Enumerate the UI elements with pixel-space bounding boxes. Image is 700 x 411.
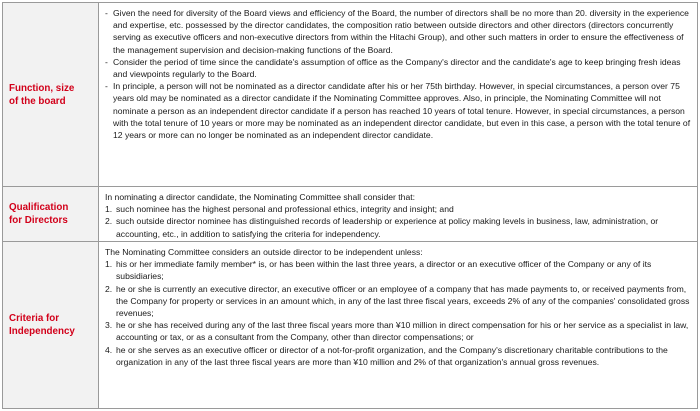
bullet-item — [105, 7, 691, 56]
row-intro-text: In nominating a director candidate, the Nominating Committee shall consider that: — [105, 192, 416, 202]
bullet-text: Consider the period of time since the candidate's assumption of office as the Company's director and the candidate's age to keep bringing fresh ideas and viewpoints regularly to the Board. — [113, 56, 681, 80]
list-item-text: his or her immediate family member* is, or has been within the last three years, a director or an executive officer of the Company or any of its subsidiaries; — [116, 259, 652, 282]
row-content-independency — [99, 242, 697, 408]
list-item-number: 2. — [105, 216, 113, 227]
list-item — [105, 319, 691, 343]
list-item-number: 1. — [105, 259, 113, 270]
row-label-cell — [3, 187, 99, 241]
list-item-number: 2. — [105, 283, 113, 294]
board-criteria-table — [2, 2, 698, 409]
bullet-mark: - — [105, 56, 108, 67]
list-item-text: such outside director nominee has distinguished records of leadership or experience at policy making levels in business, law, administration, or accounting, etc., in addition to satisfying the criteria for independency. — [116, 216, 659, 239]
list-item-number: 1. — [105, 204, 113, 215]
bullet-mark: - — [105, 81, 108, 92]
list-item — [105, 283, 691, 320]
table-row-qualification — [3, 187, 697, 242]
list-item-number: 3. — [105, 320, 113, 331]
row-label-qualification: Qualification for Directors — [9, 202, 69, 226]
list-item-number: 4. — [105, 344, 113, 355]
list-item — [105, 203, 691, 215]
table-row-independency — [3, 242, 697, 408]
row-label-cell — [3, 242, 99, 408]
row-label-function-size: Function, size of the board — [9, 82, 75, 107]
bullet-item — [105, 56, 691, 80]
row-content-function-size — [99, 3, 697, 186]
list-item-text: he or she has received during any of the last three fiscal years more than ¥10 million in direct compensation for his or her service as a specialist in law, accounting or tax, or as a consultant from the Company, other than director compensations; or — [116, 320, 689, 343]
bullet-mark: - — [105, 8, 108, 18]
list-item — [105, 258, 691, 282]
row-content-qualification — [99, 187, 697, 241]
bullet-text: In principle, a person will not be nominated as a director candidate after his or her 75th birthday. However, in special circumstances, a person over 75 years old may be nominated as a director candidate if the Nominating Committee approves. Also, in principle, the Nominating Committee will not nominate a person as an independent director candidate if a person has reached 10 years of total tenure. However, in special circumstances, a person with the total tenure of 10 years or more may be nominated as an independent director candidate, but even in this case, a person with the total tenure of 12 years or more can no longer be nominated as an independent director candidate. — [113, 81, 691, 141]
list-item — [105, 344, 691, 368]
row-label-independency: Criteria for Independency — [9, 313, 75, 337]
table-row-function-size — [3, 3, 697, 187]
row-intro-text: The Nominating Committee considers an outside director to be independent unless: — [105, 247, 423, 257]
list-item — [105, 215, 691, 239]
list-item-text: such nominee has the highest personal and professional ethics, integrity and insight; and — [116, 204, 454, 215]
list-item-text: he or she serves as an executive officer or director of a not-for-profit organization, and the Company's discretionary charitable contributions to the organization in any of the last three fiscal years are more than ¥10 million and 2% of that organization's annual gross revenues. — [116, 344, 668, 367]
list-item-text: he or she is currently an executive director, an executive officer or an employee of a company that has made payments to, or received payments from, the Company for property or services in an amount which, in any of the last three fiscal years, exceeds 2% of any of the companies' consolidated gross revenues; — [116, 283, 690, 319]
bullet-text: Given the need for diversity of the Board views and efficiency of the Board, the number of directors shall be no more than 20. diversity in the experience and expertise, etc. possessed by the director candidates, the composition ratio between outside directors and other directors (directors concurrently serving as executive officers and non-executive directors from within the Hitachi Group), and other such matters in order to ensure the effectiveness of the management supervision and decision-making functions of the Board. — [113, 8, 689, 55]
bullet-item — [105, 80, 691, 141]
row-label-cell — [3, 3, 99, 186]
